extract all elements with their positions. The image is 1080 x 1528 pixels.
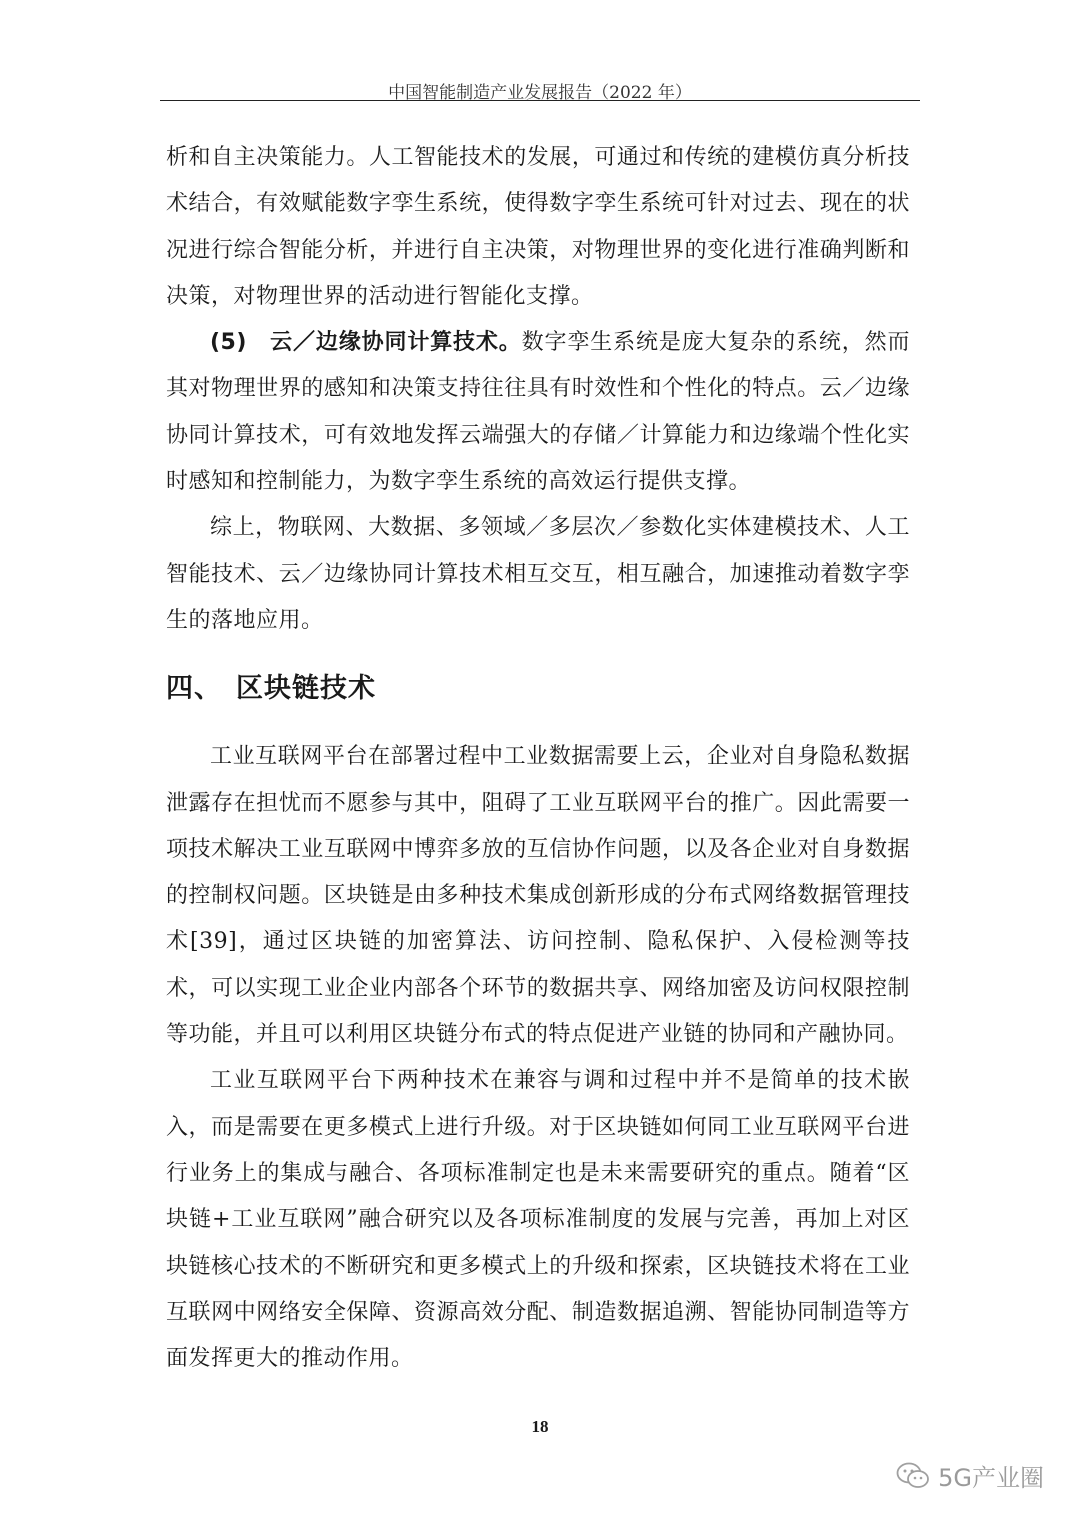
paragraph-text: 工业互联网平台下两种技术在兼容与调和过程中并不是简单的技术嵌入，而是需要在更多模式上进行升级。对于区块链如何同工业互联网平台进行业务上的集成与融合、各项标准制定也是未来需要研究的重点。随着“区块链+工业互联网”融合研究以及各项标准制度的发展与完善，再加上对区块链核心技术的不断研究和更多模式上的升级和探索，区块链技术将在工业互联网中网络安全保障、资源高效分配、制造数据追溯、智能协同制造等方面发挥更大的推动作用。 [166, 1068, 910, 1372]
page-number: 18 [531, 1417, 549, 1436]
section-title: 区块链技术 [236, 673, 376, 705]
paragraph [166, 734, 910, 1058]
paragraph [166, 1058, 910, 1382]
paragraph [166, 505, 910, 644]
paragraph [166, 320, 910, 505]
paragraph-text: 综上，物联网、大数据、多领域／多层次／参数化实体建模技术、人工智能技术、云／边缘协同计算技术相互交互，相互融合，加速推动着数字孪生的落地应用。 [166, 515, 910, 633]
wechat-icon [896, 1462, 930, 1490]
watermark-text: 5G产业圈 [938, 1464, 1044, 1492]
paragraph [166, 135, 910, 320]
header-rule [160, 100, 920, 101]
watermark [896, 1458, 1044, 1493]
page-header: 中国智能制造产业发展报告（2022 年） [388, 83, 692, 103]
section-heading [166, 660, 910, 718]
paragraph-text: 析和自主决策能力。人工智能技术的发展，可通过和传统的建模仿真分析技术结合，有效赋能数字孪生系统，使得数字孪生系统可针对过去、现在的状况进行综合智能分析，并进行自主决策，对物理世界的变化进行准确判断和决策，对物理世界的活动进行智能化支撑。 [166, 145, 910, 309]
paragraph-text: 数字孪生系统是庞大复杂的系统，然而其对物理世界的感知和决策支持往往具有时效性和个性化的特点。云／边缘协同计算技术，可有效地发挥云端强大的存储／计算能力和边缘端个性化实时感知和控制能力，为数字孪生系统的高效运行提供支撑。 [166, 330, 910, 495]
page-content [166, 135, 910, 1382]
paragraph-lead: (5) 云／边缘协同计算技术。 [210, 330, 522, 356]
paragraph-text: 工业互联网平台在部署过程中工业数据需要上云，企业对自身隐私数据泄露存在担忧而不愿参与其中，阻碍了工业互联网平台的推广。因此需要一项技术解决工业互联网中博弈多放的互信协作问题，以及各企业对自身数据的控制权问题。区块链是由多种技术集成创新形成的分布式网络数据管理技术[39]，通过区块链的加密算法、访问控制、隐私保护、入侵检测等技术，可以实现工业企业内部各个环节的数据共享、网络加密及访问权限控制等功能，并且可以利用区块链分布式的特点促进产业链的协同和产融协同。 [166, 744, 910, 1048]
section-number: 四、 [166, 673, 222, 705]
